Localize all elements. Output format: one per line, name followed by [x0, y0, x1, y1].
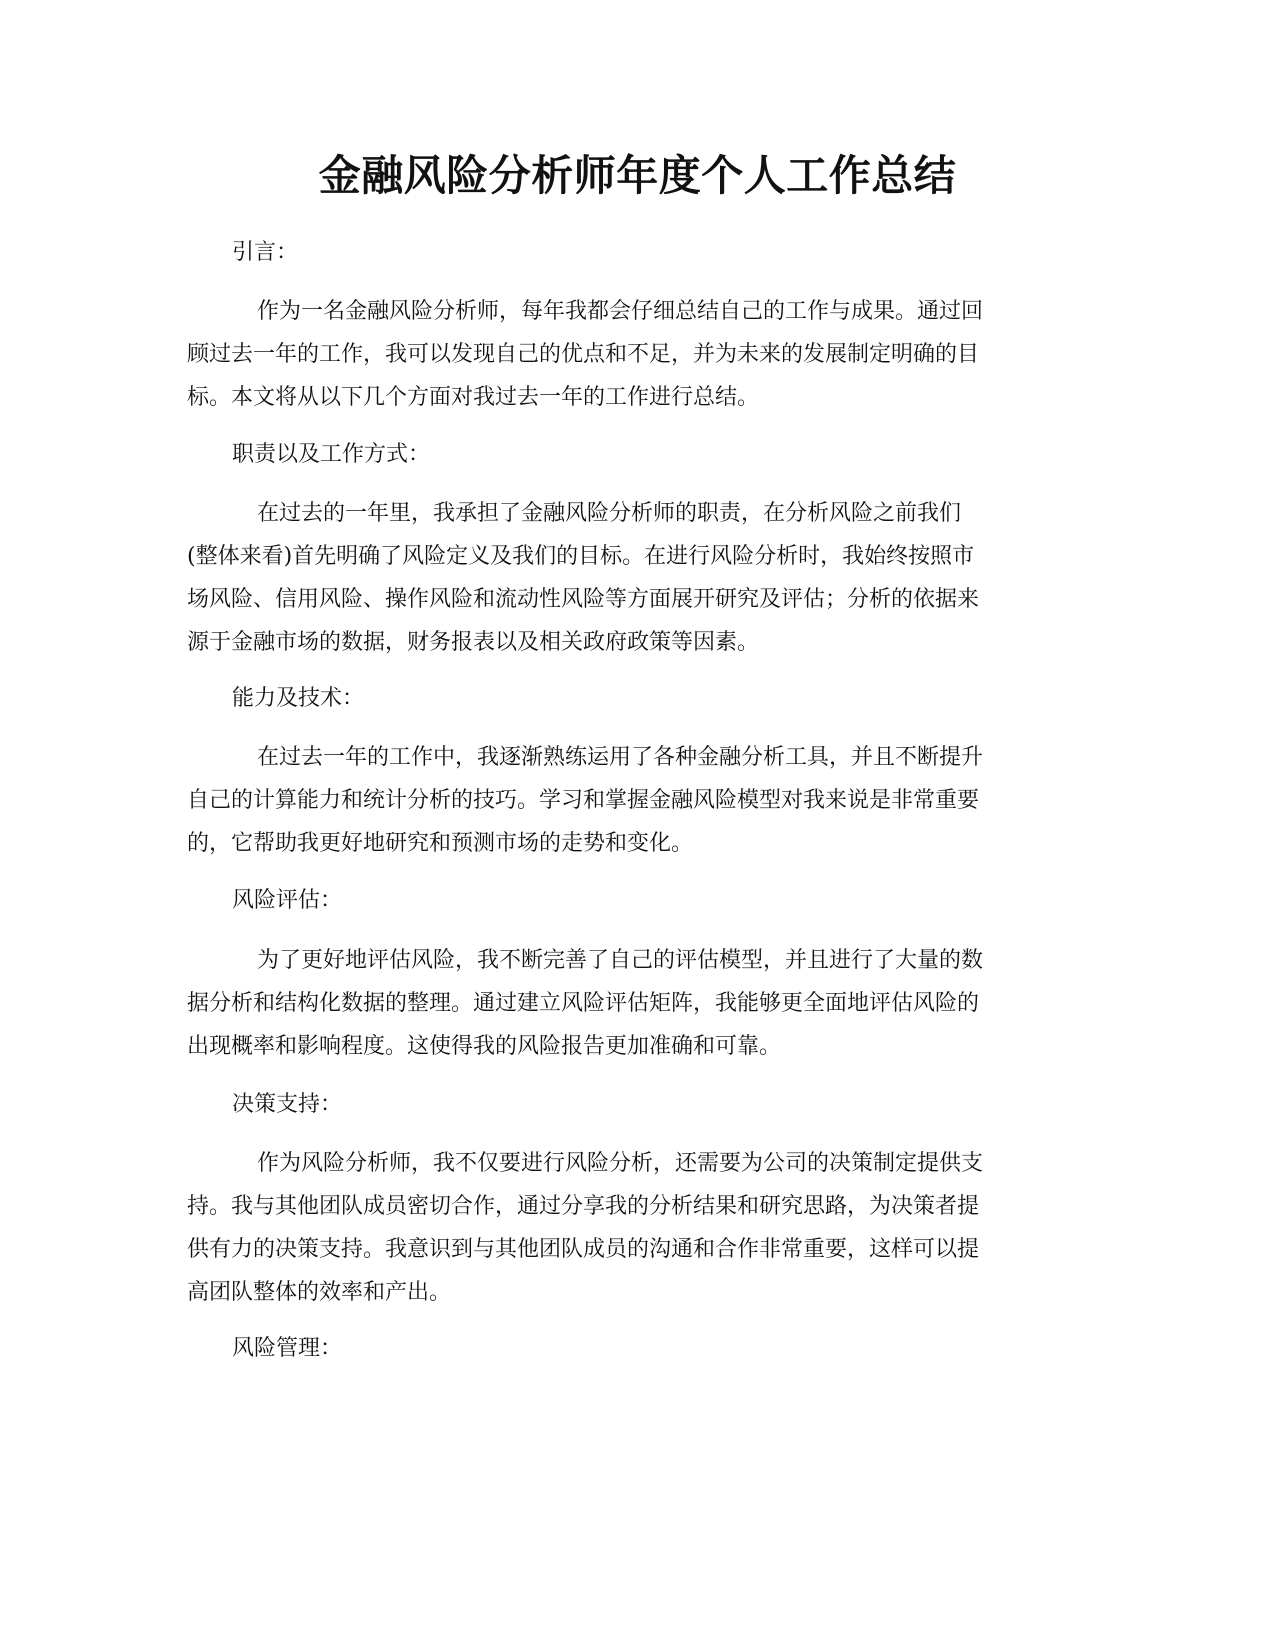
section-paragraph-duties [187, 492, 1087, 664]
document-title: 金融风险分析师年度个人工作总结 [318, 151, 957, 200]
paragraph-line: 为了更好地评估风险，我不断完善了自己的评估模型，并且进行了大量的数 [257, 948, 984, 973]
paragraph-line: (整体来看)首先明确了风险定义及我们的目标。在进行风险分析时，我始终按照市 [187, 544, 975, 569]
paragraph-line: 作为风险分析师，我不仅要进行风险分析，还需要为公司的决策制定提供支 [257, 1151, 984, 1176]
section-heading-duties: 职责以及工作方式： [232, 442, 431, 467]
paragraph-line: 源于金融市场的数据，财务报表以及相关政府政策等因素。 [187, 630, 760, 655]
paragraph-line: 自己的计算能力和统计分析的技巧。学习和掌握金融风险模型对我来说是非常重要 [187, 788, 980, 813]
section-paragraph-intro [187, 290, 1087, 419]
paragraph-line: 在过去的一年里，我承担了金融风险分析师的职责，在分析风险之前我们 [257, 501, 962, 526]
paragraph-line: 场风险、信用风险、操作风险和流动性风险等方面展开研究及评估；分析的依据来 [187, 587, 980, 612]
section-paragraph-decision-support [187, 1142, 1087, 1314]
paragraph-line: 标。本文将从以下几个方面对我过去一年的工作进行总结。 [187, 385, 760, 410]
paragraph-line: 出现概率和影响程度。这使得我的风险报告更加准确和可靠。 [187, 1034, 782, 1059]
paragraph-line: 的，它帮助我更好地研究和预测市场的走势和变化。 [187, 831, 694, 856]
paragraph-line: 顾过去一年的工作，我可以发现自己的优点和不足，并为未来的发展制定明确的目 [187, 342, 980, 367]
paragraph-line: 持。我与其他团队成员密切合作，通过分享我的分析结果和研究思路，为决策者提 [187, 1194, 980, 1219]
paragraph-line: 供有力的决策支持。我意识到与其他团队成员的沟通和合作非常重要，这样可以提 [187, 1237, 980, 1262]
section-heading-skills: 能力及技术： [232, 686, 365, 711]
section-paragraph-skills [187, 736, 1087, 865]
section-heading-decision-support: 决策支持： [232, 1092, 343, 1117]
paragraph-line: 据分析和结构化数据的整理。通过建立风险评估矩阵，我能够更全面地评估风险的 [187, 991, 980, 1016]
section-heading-intro: 引言： [232, 240, 299, 265]
section-heading-risk-assessment: 风险评估： [232, 888, 343, 913]
paragraph-line: 作为一名金融风险分析师，每年我都会仔细总结自己的工作与成果。通过回 [257, 299, 984, 324]
section-paragraph-risk-assessment [187, 939, 1087, 1068]
paragraph-line: 在过去一年的工作中，我逐渐熟练运用了各种金融分析工具，并且不断提升 [257, 745, 984, 770]
section-heading-risk-management: 风险管理： [232, 1336, 343, 1361]
paragraph-line: 高团队整体的效率和产出。 [187, 1280, 452, 1305]
